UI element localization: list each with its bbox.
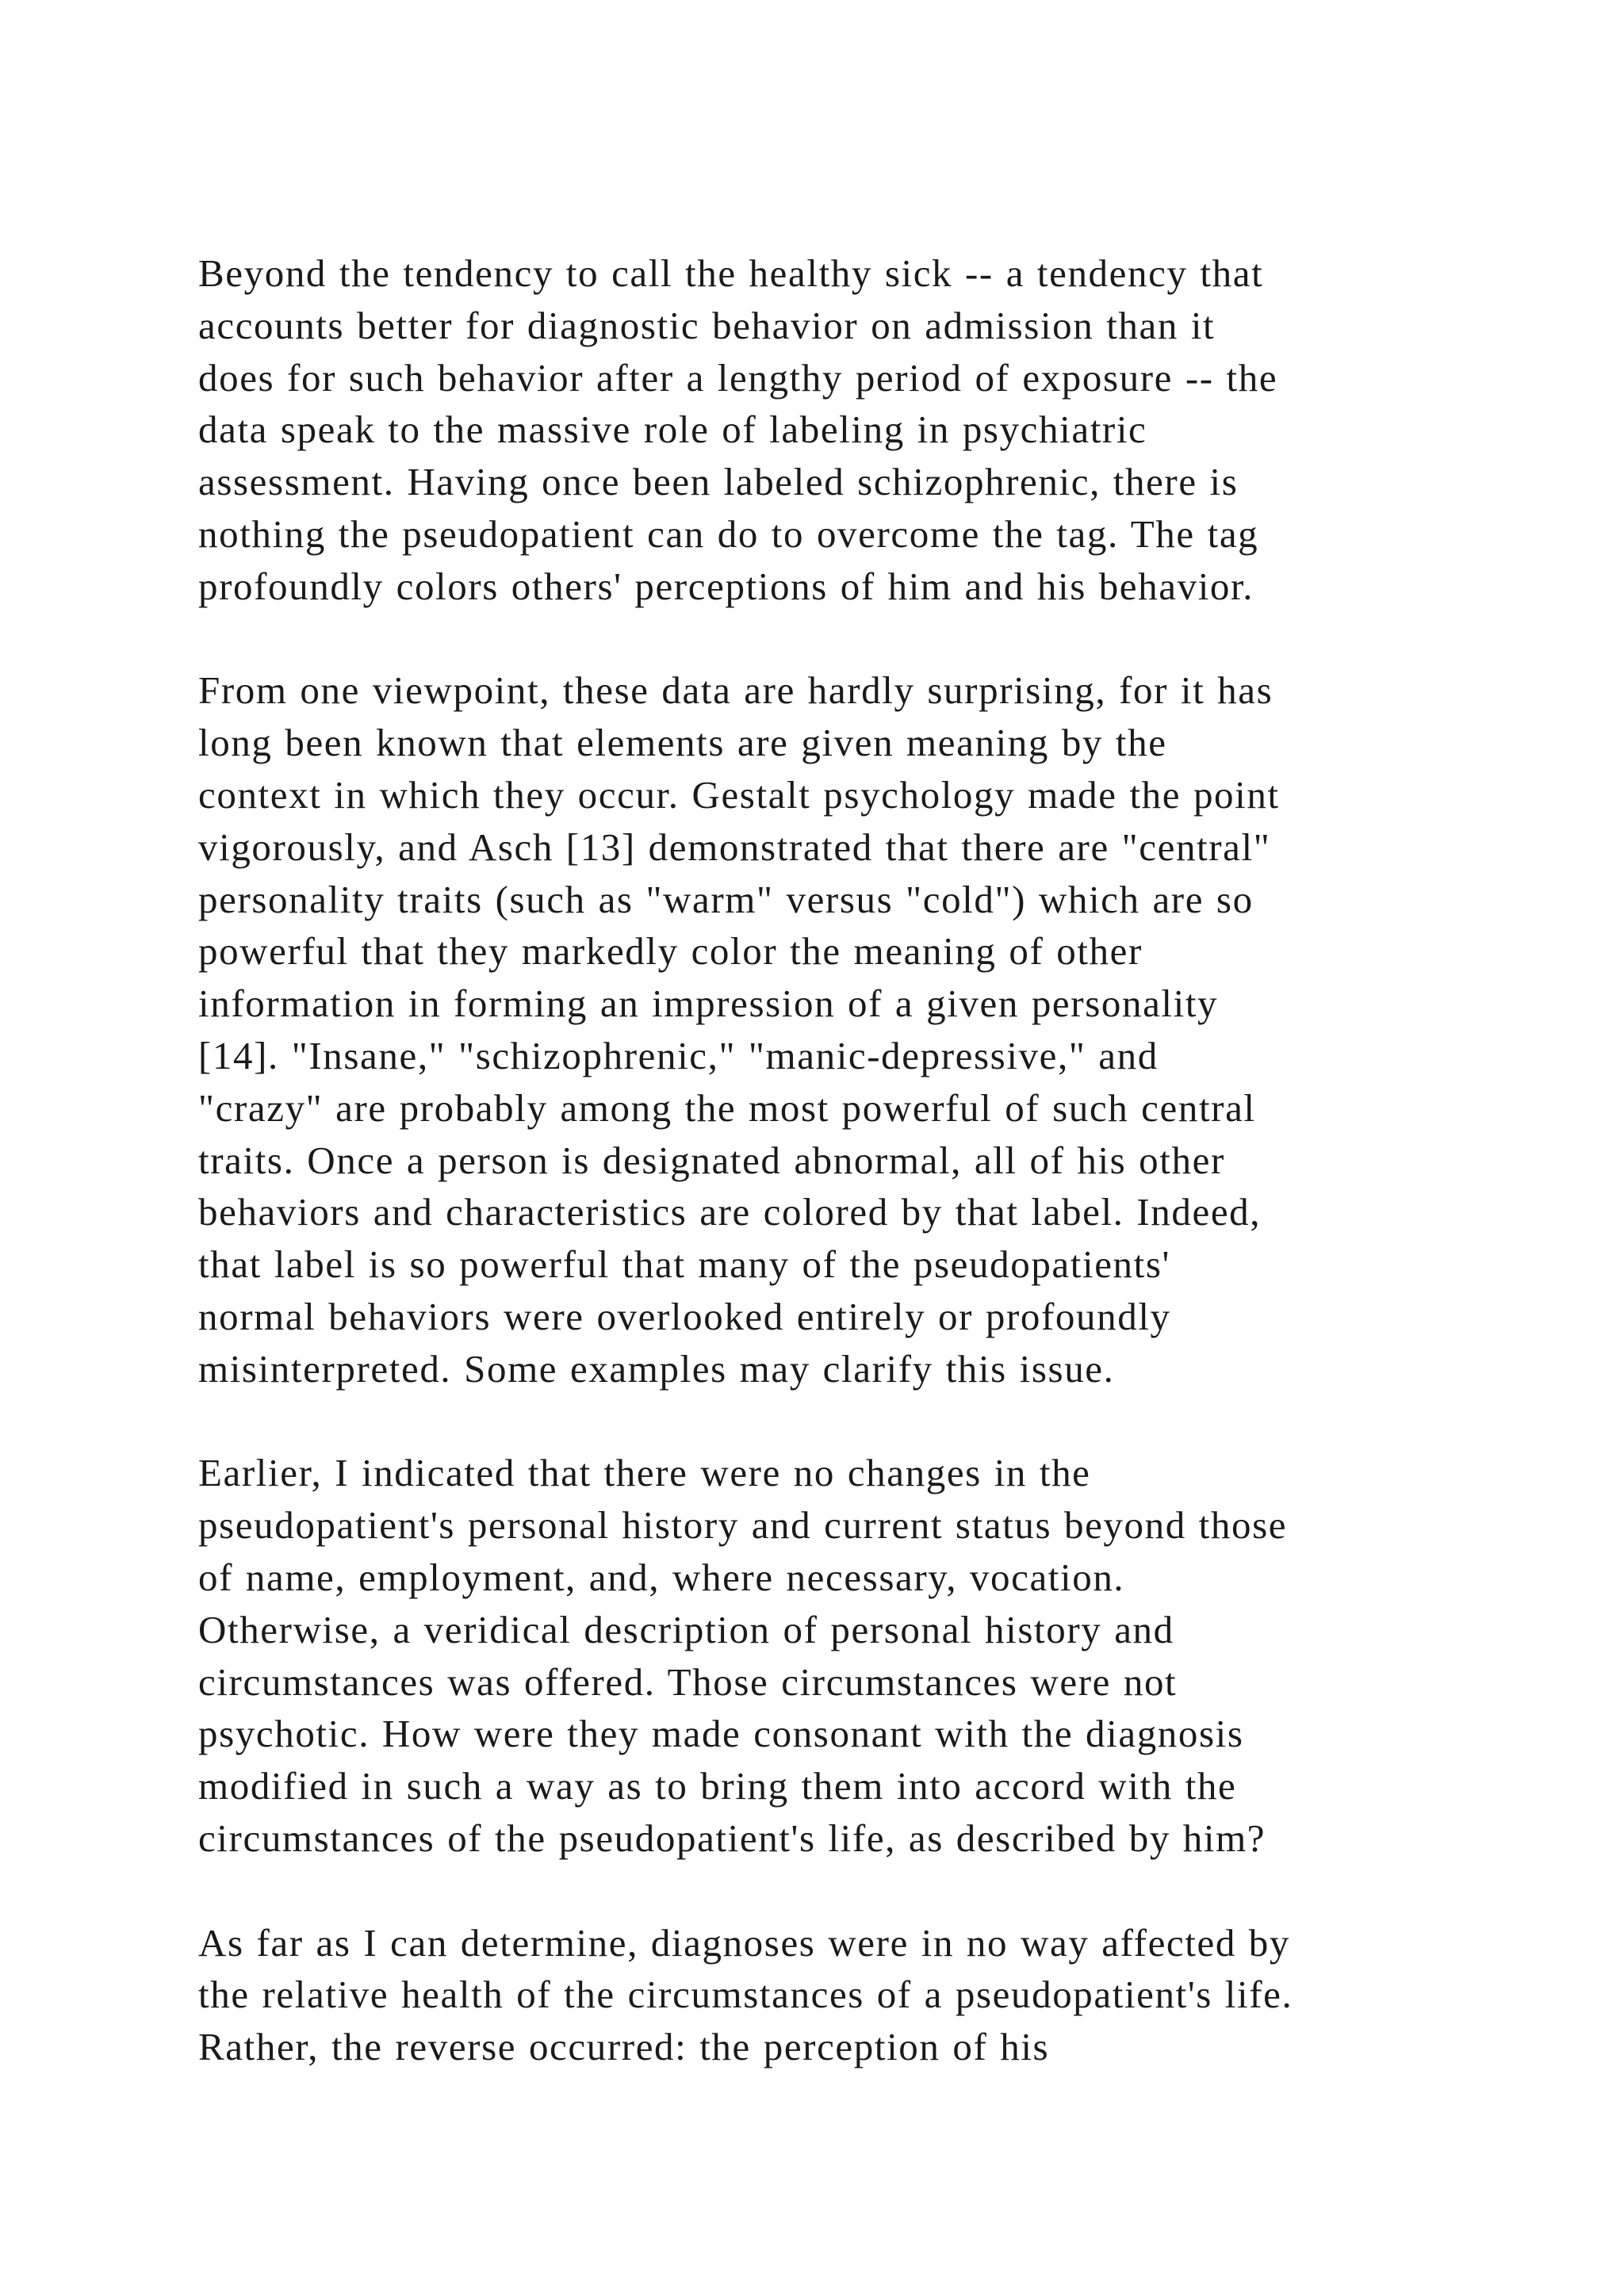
text-line: information in forming an impression of a given personality [198, 982, 1219, 1026]
paragraph-1 [198, 247, 1546, 613]
text-line: circumstances of the pseudopatient's life, as described by him? [198, 1816, 1266, 1860]
text-line: traits. Once a person is designated abnormal, all of his other [198, 1138, 1225, 1182]
text-line: accounts better for diagnostic behavior on admission than it [198, 303, 1216, 347]
text-line: [14]. "Insane," "schizophrenic," "manic-depressive," and [198, 1033, 1159, 1077]
text-line: Earlier, I indicated that there were no changes in the [198, 1451, 1091, 1495]
text-line: profoundly colors others' perceptions of him and his behavior. [198, 564, 1254, 608]
text-line: powerful that they markedly color the meaning of other [198, 929, 1143, 974]
text-line: As far as I can determine, diagnoses were in no way affected by [198, 1920, 1290, 1965]
text-line: normal behaviors were overlooked entirely or profoundly [198, 1294, 1171, 1338]
text-line: pseudopatient's personal history and current status beyond those [198, 1503, 1288, 1548]
text-line: modified in such a way as to bring them into accord with the [198, 1764, 1237, 1808]
text-line: does for such behavior after a lengthy period of exposure -- the [198, 355, 1278, 400]
text-line: that label is so powerful that many of the pseudopatients' [198, 1242, 1170, 1287]
text-line: misinterpreted. Some examples may clarify this issue. [198, 1346, 1115, 1391]
text-line: vigorously, and Asch [13] demonstrated that there are "central" [198, 825, 1271, 869]
paragraph-4 [198, 1917, 1546, 2073]
text-line: nothing the pseudopatient can do to overcome the tag. The tag [198, 511, 1259, 556]
text-line: personality traits (such as "warm" versus "cold") which are so [198, 877, 1254, 921]
text-line: circumstances was offered. Those circumstances were not [198, 1659, 1178, 1704]
text-line: behaviors and characteristics are colored by that label. Indeed, [198, 1190, 1262, 1234]
text-line: Beyond the tendency to call the healthy sick -- a tendency that [198, 251, 1264, 295]
text-line: context in which they occur. Gestalt psychology made the point [198, 772, 1280, 817]
text-line: Rather, the reverse occurred: the perception of his [198, 2025, 1050, 2069]
text-line: the relative health of the circumstances of a pseudopatient's life. [198, 1973, 1293, 2017]
text-line: psychotic. How were they made consonant with the diagnosis [198, 1712, 1244, 1756]
text-line: Otherwise, a veridical description of personal history and [198, 1607, 1174, 1651]
paragraph-2 [198, 664, 1546, 1395]
text-line: of name, employment, and, where necessary, vocation. [198, 1555, 1125, 1599]
body-text [198, 247, 1546, 2126]
text-line: long been known that elements are given meaning by the [198, 721, 1167, 765]
text-line: data speak to the massive role of labeling in psychiatric [198, 408, 1147, 452]
text-line: assessment. Having once been labeled schizophrenic, there is [198, 460, 1239, 504]
text-line: From one viewpoint, these data are hardly surprising, for it has [198, 668, 1274, 713]
text-line: "crazy" are probably among the most powerful of such central [198, 1085, 1256, 1130]
paragraph-3 [198, 1447, 1546, 1864]
